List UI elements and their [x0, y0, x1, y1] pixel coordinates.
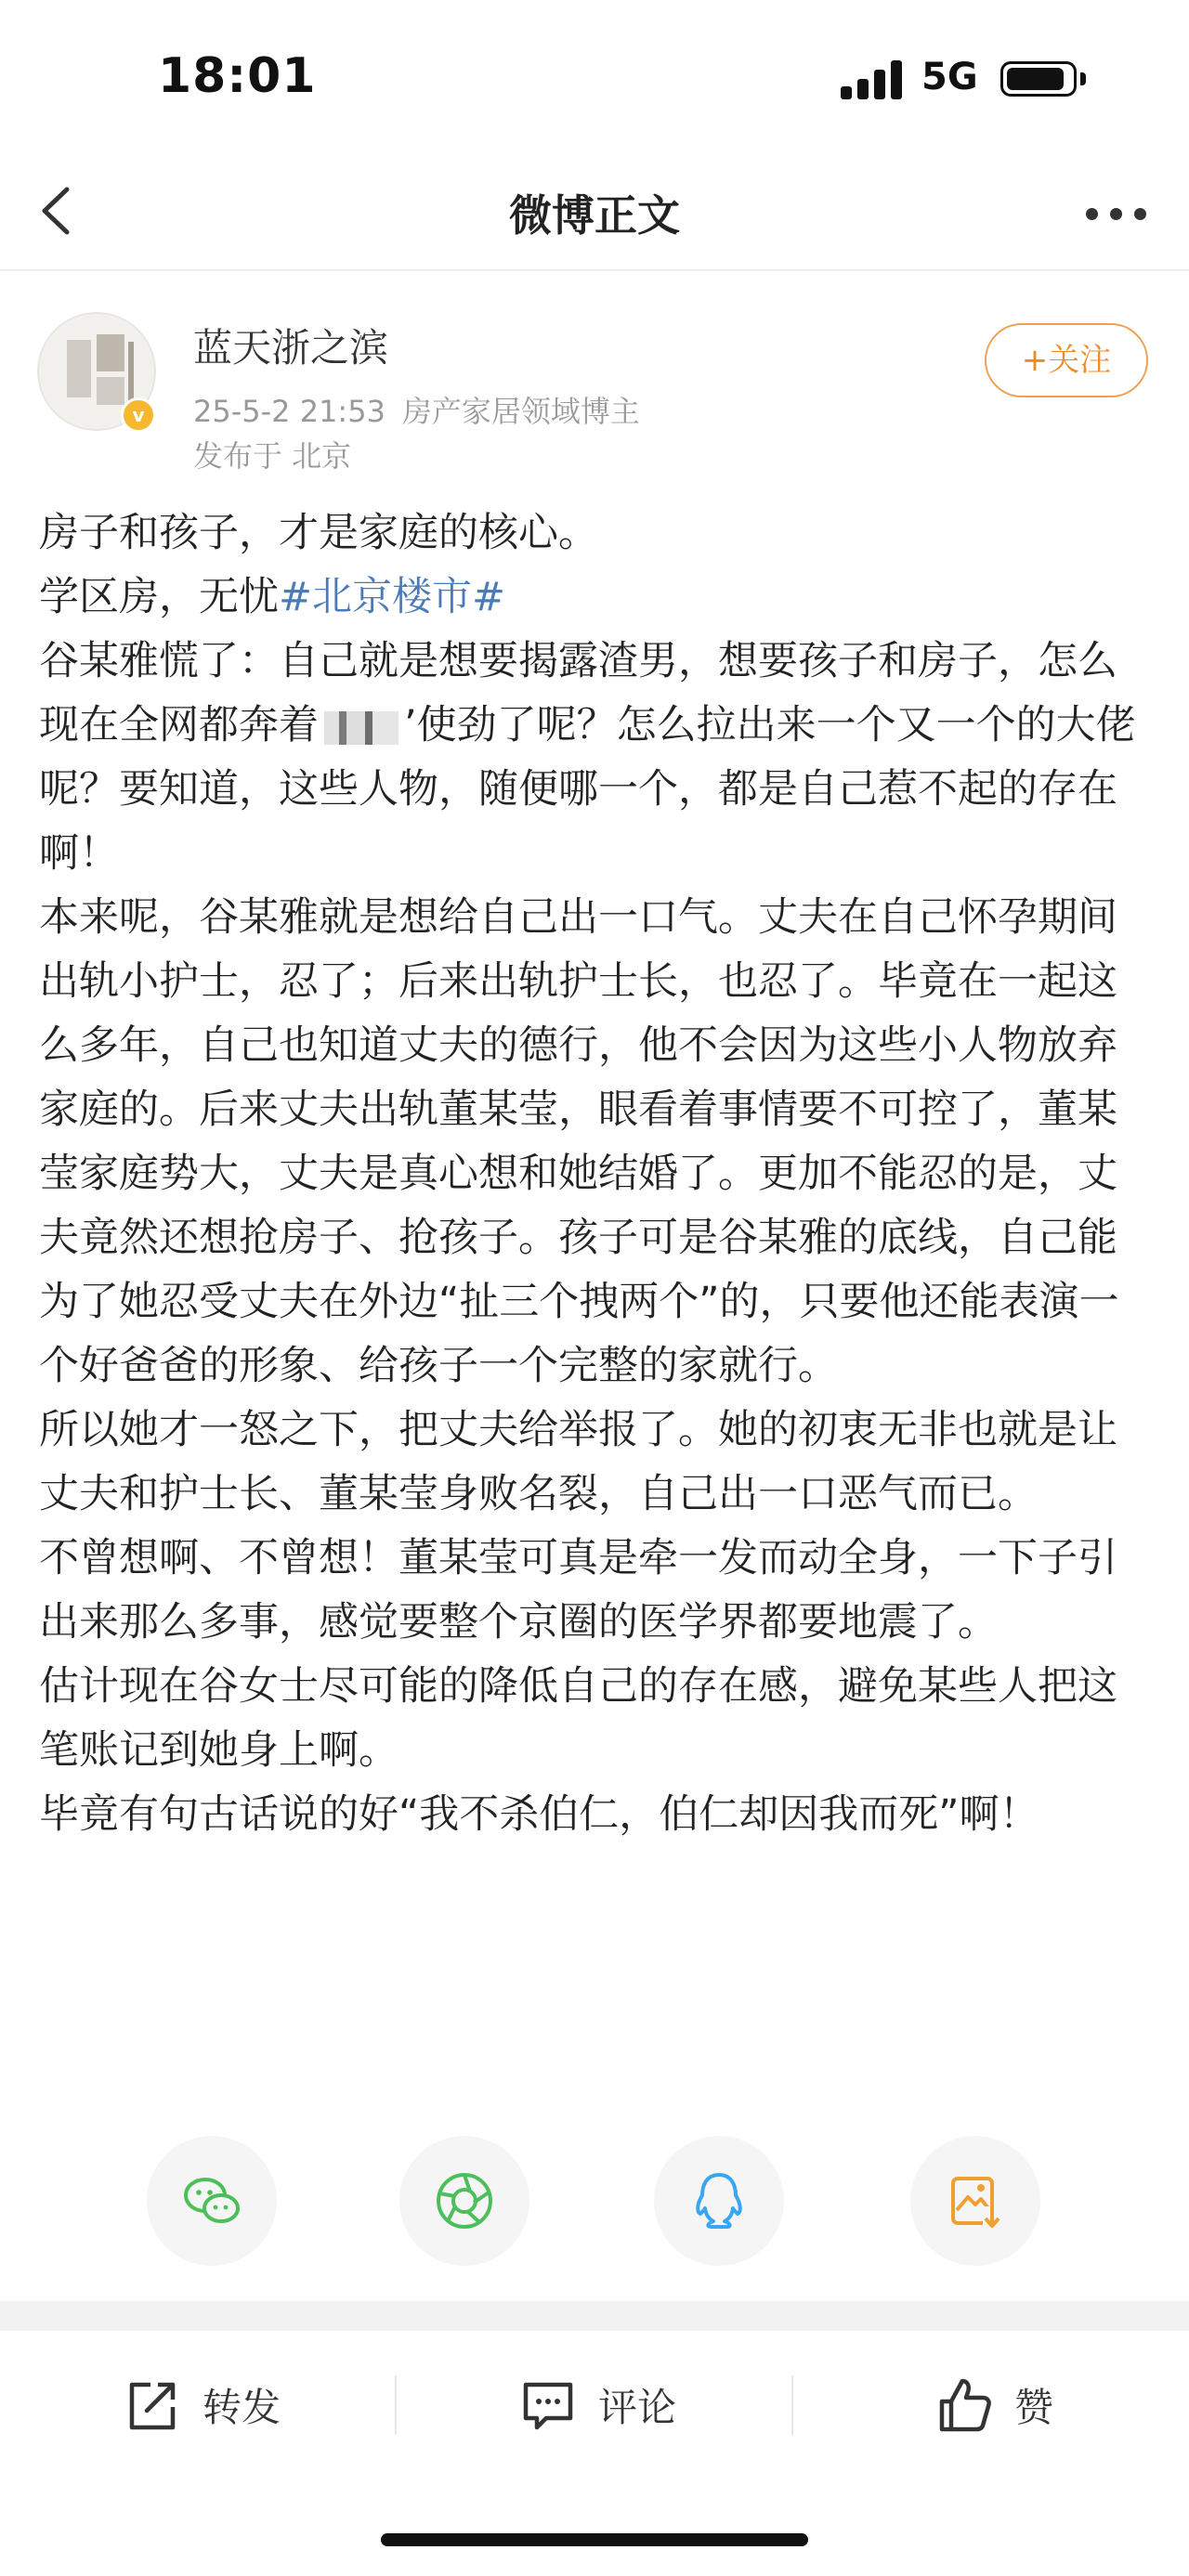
more-button[interactable] [1082, 195, 1156, 232]
status-time: 18:01 [158, 48, 317, 104]
topic-link[interactable]: #北京楼市# [279, 574, 506, 620]
repost-label: 转发 [203, 2385, 281, 2430]
post-paragraph [39, 630, 1154, 886]
action-separator [791, 2375, 793, 2435]
post-paragraph: 房子和孩子，才是家庭的核心。 [39, 510, 598, 556]
network-label: 5G [921, 56, 978, 98]
share-row [0, 2136, 1189, 2270]
bottom-action-bar [0, 2331, 1189, 2479]
signal-icon [841, 59, 906, 99]
comment-label: 评论 [598, 2385, 677, 2430]
post-location: 发布于 北京 [193, 438, 352, 474]
home-indicator [381, 2533, 808, 2546]
post-paragraph: 不曾想啊、不曾想！董某莹可真是牵一发而动全身，一下子引出来那么多事，感觉要整个京圈的医学界都要地震了。 [39, 1535, 1117, 1646]
wechat-icon [180, 2169, 243, 2232]
post-text: 学区房，无忧 [39, 574, 279, 620]
censored-mosaic [324, 711, 399, 745]
more-horizontal-icon [1086, 208, 1098, 220]
moments-icon [433, 2169, 496, 2232]
post-paragraph: 毕竟有句古话说的好“我不杀伯仁，伯仁却因我而死”啊！ [39, 1791, 1039, 1838]
qq-icon [687, 2169, 751, 2232]
post-paragraph [39, 566, 1154, 630]
post-date: 25-5-2 21:53 [193, 394, 385, 429]
post-paragraph: 本来呢，谷某雅就是想给自己出一口气。丈夫在自己怀孕期间出轨小护士，忍了；后来出轨护士长，也忍了。毕竟在一起这么多年，自己也知道丈夫的德行，他不会因为这些小人物放弃家庭的。后来丈夫出轨董某莹，眼看着事情要不可控了，董某莹家庭势大，丈夫是真心想和她结婚了。更加不能忍的是，丈夫竟然还想抢房子、抢孩子。孩子可是谷某雅的底线，自己能为了她忍受丈夫在外边“扯三个拽两个”的，只要他还能表演一个好爸爸的形象、给孩子一个完整的家就行。 [39, 894, 1119, 1389]
comment-button[interactable] [518, 2366, 695, 2440]
nav-bar [0, 158, 1189, 271]
thumbs-up-icon [934, 2375, 994, 2435]
post-meta [193, 388, 640, 431]
post-text: ’使劲了呢？怎么拉出来一个又一个的大佬呢？要知道，这些人物，随便哪一个，都是自己惹不起的存在啊！ [39, 702, 1136, 877]
page-title: 微博正文 [509, 190, 680, 241]
author-name[interactable]: 蓝天浙之滨 [193, 325, 389, 371]
battery-icon [1000, 61, 1077, 97]
battery-tip [1080, 72, 1086, 85]
like-button[interactable] [934, 2366, 1074, 2440]
save-image-button[interactable] [910, 2136, 1040, 2266]
status-bar [0, 0, 1189, 158]
save-image-icon [944, 2169, 1007, 2232]
verified-badge-icon: v [121, 397, 156, 433]
follow-button[interactable]: +关注 [985, 323, 1148, 397]
post-body [39, 501, 1154, 1847]
action-separator [395, 2375, 397, 2435]
post-text: 谷某雅慌了：自己就是想要揭露渣男，想要孩子和房子，怎么现在全网都奔着 [39, 638, 1117, 748]
post-paragraph: 估计现在谷女士尽可能的降低自己的存在感，避免某些人把这笔账记到她身上啊。 [39, 1663, 1117, 1774]
comment-icon [518, 2375, 578, 2435]
repost-icon [123, 2375, 182, 2435]
section-divider [0, 2301, 1189, 2331]
author-tag: 房产家居领域博主 [401, 394, 640, 429]
post-paragraph: 所以她才一怒之下，把丈夫给举报了。她的初衷无非也就是让丈夫和护士长、董某莹身败名裂，自己出一口恶气而已。 [39, 1407, 1117, 1517]
share-qq-button[interactable] [654, 2136, 784, 2266]
author-row [0, 306, 1189, 483]
share-wechat-button[interactable] [147, 2136, 277, 2266]
like-label: 赞 [1014, 2385, 1054, 2430]
repost-button[interactable] [123, 2366, 299, 2440]
share-moments-button[interactable] [399, 2136, 529, 2266]
